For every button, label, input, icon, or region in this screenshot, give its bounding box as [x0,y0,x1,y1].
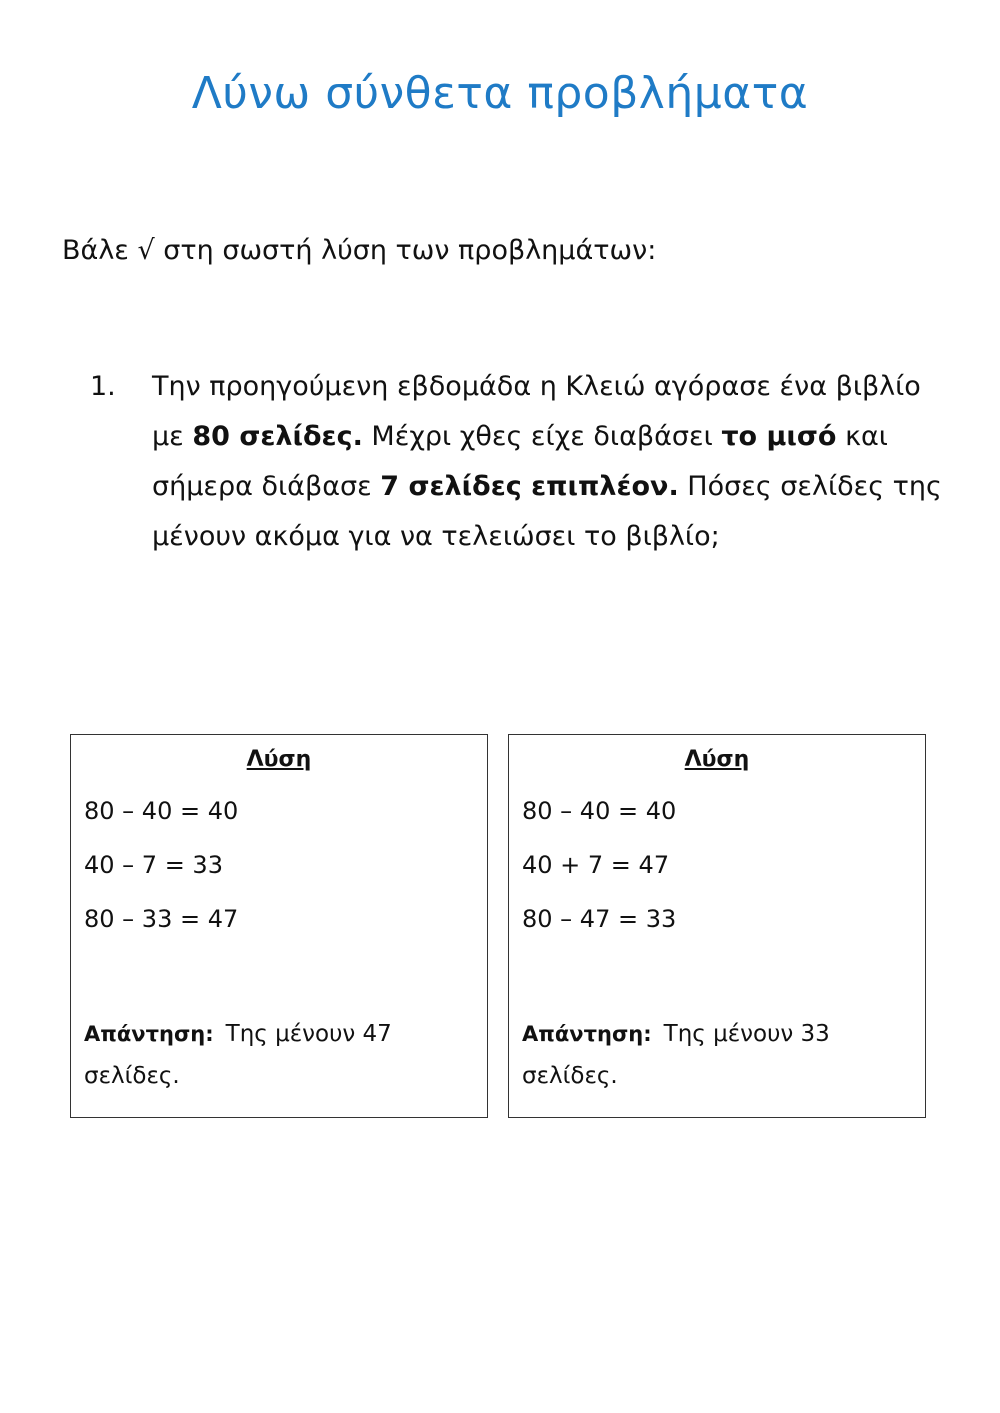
solution-box-1[interactable] [70,734,488,1118]
answer [522,1013,907,1097]
answer-text: Της μένουν 47 σελίδες. [84,1021,392,1089]
answer-label: Απάντηση: [84,1022,214,1046]
problem-text-part: Την προηγούμενη εβδομάδα η Κλειώ αγόρασε ένα βιβλίο με [152,371,921,452]
calculation-line: 80 – 47 = 33 [522,905,677,933]
problem-text-part: Μέχρι χθες είχε διαβάσει [362,421,722,452]
problem-text-bold: 7 σελίδες επιπλέον. [380,471,679,502]
answer-text: Της μένουν 33 σελίδες. [522,1021,830,1089]
calculation-line: 80 – 40 = 40 [84,797,239,825]
problem-text-bold: 80 σελίδες. [192,421,363,452]
problem-statement [152,362,957,562]
calculation-line: 80 – 33 = 47 [84,905,239,933]
calculation-line: 40 – 7 = 33 [84,851,223,879]
calculation-line: 80 – 40 = 40 [522,797,677,825]
problem-text-part: Πόσες σελίδες της μένουν ακόμα για να τελειώσει το βιβλίο; [152,471,942,552]
instruction-text: Βάλε √ στη σωστή λύση των προβλημάτων: [62,235,657,266]
solution-heading: Λύση [684,747,750,772]
problem-text-bold: το μισό [721,421,837,452]
page-title: Λύνω σύνθετα προβλήματα [191,68,809,119]
calculation-line: 40 + 7 = 47 [522,851,670,879]
answer [84,1013,469,1097]
answer-label: Απάντηση: [522,1022,652,1046]
solution-heading: Λύση [246,747,312,772]
solution-box-2[interactable] [508,734,926,1118]
problem-text-part: και σήμερα διάβασε [152,421,888,502]
problem-number: 1. [90,371,116,402]
